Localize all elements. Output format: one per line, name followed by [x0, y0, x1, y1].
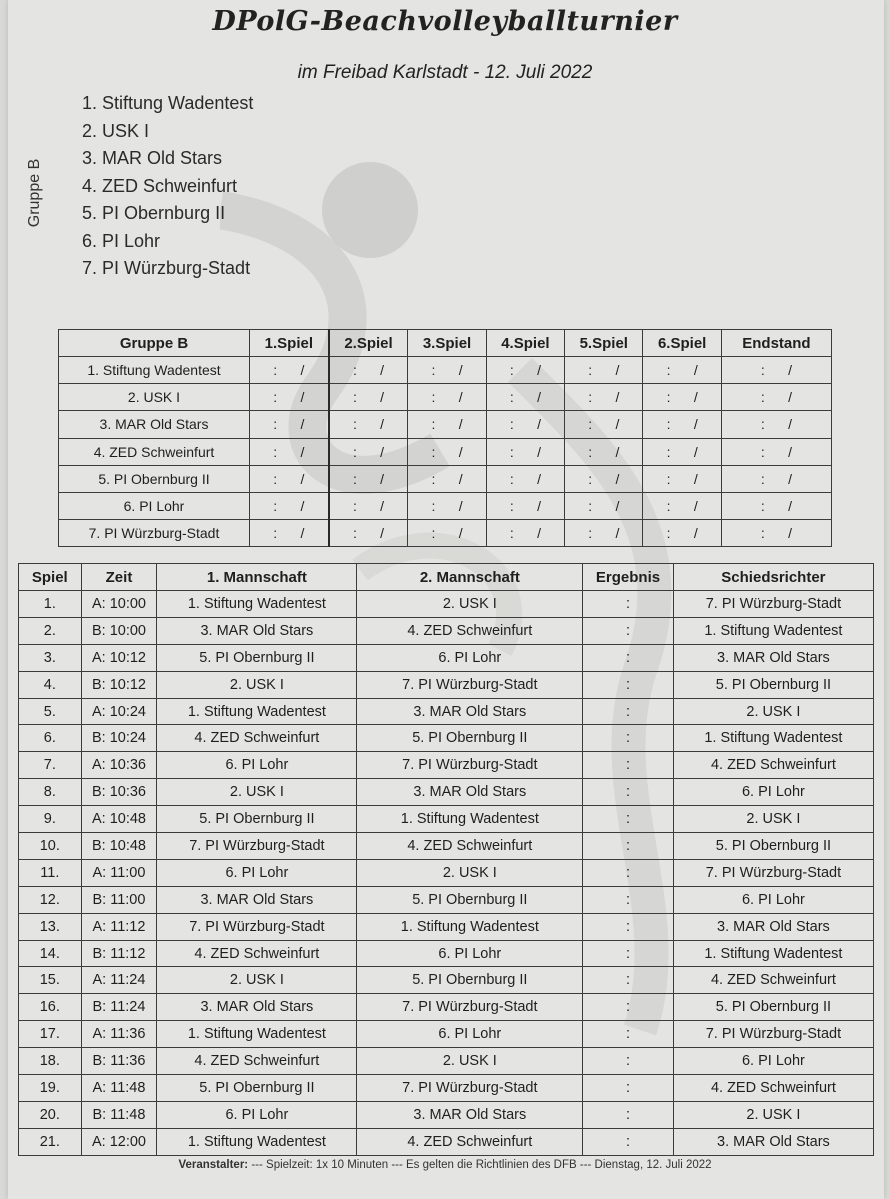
match-time: B: 11:00	[81, 886, 157, 913]
group-header-team: Gruppe B	[59, 330, 250, 357]
score-cell[interactable]: : /	[408, 520, 486, 547]
page-subtitle: im Freibad Karlstadt - 12. Juli 2022	[297, 62, 593, 83]
match-result-cell[interactable]: :	[583, 913, 674, 940]
group-header-col: Endstand	[721, 330, 831, 357]
group-table-row	[59, 520, 832, 547]
group-header-col: 2.Spiel	[329, 330, 408, 357]
match-number: 5.	[19, 698, 82, 725]
table-row	[19, 779, 874, 806]
group-row-team: 2. USK I	[59, 384, 250, 411]
match-referee: 6. PI Lohr	[673, 779, 873, 806]
match-result-cell[interactable]: :	[583, 779, 674, 806]
match-number: 8.	[19, 779, 82, 806]
match-team-2: 3. MAR Old Stars	[357, 698, 583, 725]
header-team-1: 1. Mannschaft	[157, 564, 357, 591]
score-cell[interactable]: : /	[721, 492, 831, 519]
match-result-cell[interactable]: :	[583, 886, 674, 913]
table-row	[19, 591, 874, 618]
match-time: B: 11:48	[81, 1101, 157, 1128]
footer-label: Veranstalter:	[178, 1159, 249, 1171]
match-referee: 4. ZED Schweinfurt	[673, 752, 873, 779]
match-team-2: 1. Stiftung Wadentest	[357, 806, 583, 833]
table-row	[19, 1075, 874, 1102]
group-header-col: 6.Spiel	[643, 330, 721, 357]
match-number: 7.	[19, 752, 82, 779]
team-list-item: 2. USK I	[82, 120, 150, 141]
score-cell[interactable]: : /	[329, 384, 408, 411]
score-cell[interactable]: : /	[486, 411, 564, 438]
match-time: A: 10:48	[81, 806, 157, 833]
match-team-2: 2. USK I	[357, 591, 583, 618]
match-team-1: 3. MAR Old Stars	[157, 617, 357, 644]
score-cell[interactable]: : /	[329, 411, 408, 438]
group-table-row	[59, 384, 832, 411]
header-zeit: Zeit	[81, 564, 157, 591]
match-number: 15.	[19, 967, 82, 994]
table-row	[19, 698, 874, 725]
match-team-1: 5. PI Obernburg II	[157, 1075, 357, 1102]
match-team-2: 6. PI Lohr	[357, 1021, 583, 1048]
group-header-col: 4.Spiel	[486, 330, 564, 357]
score-cell[interactable]: : /	[250, 520, 329, 547]
match-team-2: 2. USK I	[357, 1048, 583, 1075]
match-referee: 7. PI Würzburg-Stadt	[673, 591, 873, 618]
score-cell[interactable]: : /	[329, 357, 408, 384]
match-result-cell[interactable]: :	[583, 833, 674, 860]
match-referee: 4. ZED Schweinfurt	[673, 967, 873, 994]
match-team-1: 3. MAR Old Stars	[157, 886, 357, 913]
match-result-cell[interactable]: :	[583, 1021, 674, 1048]
score-cell[interactable]: : /	[408, 438, 486, 465]
score-cell[interactable]: : /	[486, 465, 564, 492]
match-result-cell[interactable]: :	[583, 644, 674, 671]
match-time: B: 10:12	[81, 671, 157, 698]
score-cell[interactable]: : /	[486, 520, 564, 547]
footer	[0, 1159, 890, 1171]
group-standings-table	[58, 329, 832, 547]
table-row	[19, 994, 874, 1021]
score-cell[interactable]: : /	[643, 465, 721, 492]
match-number: 16.	[19, 994, 82, 1021]
score-cell[interactable]: : /	[250, 357, 329, 384]
match-number: 3.	[19, 644, 82, 671]
match-team-1: 7. PI Würzburg-Stadt	[157, 833, 357, 860]
table-row	[19, 886, 874, 913]
score-cell[interactable]: : /	[565, 492, 643, 519]
match-team-2: 3. MAR Old Stars	[357, 1101, 583, 1128]
match-team-2: 6. PI Lohr	[357, 644, 583, 671]
match-team-2: 4. ZED Schweinfurt	[357, 1128, 583, 1155]
match-time: B: 11:12	[81, 940, 157, 967]
score-cell[interactable]: : /	[329, 492, 408, 519]
header-team-2: 2. Mannschaft	[357, 564, 583, 591]
match-team-2: 7. PI Würzburg-Stadt	[357, 671, 583, 698]
score-cell[interactable]: : /	[250, 411, 329, 438]
score-cell[interactable]: : /	[721, 384, 831, 411]
match-result-cell[interactable]: :	[583, 859, 674, 886]
team-list-item: 6. PI Lohr	[82, 230, 161, 251]
match-result-cell[interactable]: :	[583, 994, 674, 1021]
header-ergebnis: Ergebnis	[583, 564, 674, 591]
score-cell[interactable]: : /	[565, 384, 643, 411]
match-time: A: 10:12	[81, 644, 157, 671]
score-cell[interactable]: : /	[643, 384, 721, 411]
match-referee: 1. Stiftung Wadentest	[673, 725, 873, 752]
match-result-cell[interactable]: :	[583, 806, 674, 833]
score-cell[interactable]: : /	[250, 492, 329, 519]
group-row-team: 4. ZED Schweinfurt	[59, 438, 250, 465]
match-result-cell[interactable]: :	[583, 1075, 674, 1102]
score-cell[interactable]: : /	[643, 492, 721, 519]
score-cell[interactable]: : /	[565, 357, 643, 384]
footer-text: --- Spielzeit: 1x 10 Minuten --- Es gelten die Richtlinien des DFB --- Dienstag, 12. Juli 2022	[251, 1159, 712, 1171]
match-result-cell[interactable]: :	[583, 671, 674, 698]
table-row	[19, 940, 874, 967]
group-header-col: 3.Spiel	[408, 330, 486, 357]
table-row	[19, 1021, 874, 1048]
match-team-2: 7. PI Würzburg-Stadt	[357, 994, 583, 1021]
match-team-2: 2. USK I	[357, 859, 583, 886]
match-time: A: 11:24	[81, 967, 157, 994]
match-team-2: 1. Stiftung Wadentest	[357, 913, 583, 940]
score-cell[interactable]: : /	[565, 438, 643, 465]
group-table-row	[59, 492, 832, 519]
table-row	[19, 1048, 874, 1075]
team-list-item: 4. ZED Schweinfurt	[82, 175, 238, 196]
match-referee: 7. PI Würzburg-Stadt	[673, 859, 873, 886]
score-cell[interactable]: : /	[408, 384, 486, 411]
match-number: 4.	[19, 671, 82, 698]
match-time: A: 11:00	[81, 859, 157, 886]
match-number: 1.	[19, 591, 82, 618]
table-row	[19, 725, 874, 752]
score-cell[interactable]: : /	[408, 411, 486, 438]
match-team-1: 4. ZED Schweinfurt	[157, 940, 357, 967]
match-time: A: 10:00	[81, 591, 157, 618]
header-spiel: Spiel	[19, 564, 82, 591]
score-cell[interactable]: : /	[250, 465, 329, 492]
match-time: B: 10:00	[81, 617, 157, 644]
page-title: DPolG-Beachvolleyballturnier	[212, 6, 678, 37]
score-cell[interactable]: : /	[721, 465, 831, 492]
table-row	[19, 913, 874, 940]
score-cell[interactable]: : /	[486, 357, 564, 384]
score-cell[interactable]: : /	[408, 492, 486, 519]
group-table-row	[59, 357, 832, 384]
score-cell[interactable]: : /	[565, 411, 643, 438]
match-referee: 4. ZED Schweinfurt	[673, 1075, 873, 1102]
table-row	[19, 617, 874, 644]
table-row	[19, 1128, 874, 1155]
match-referee: 7. PI Würzburg-Stadt	[673, 1021, 873, 1048]
score-cell[interactable]: : /	[643, 438, 721, 465]
match-team-1: 4. ZED Schweinfurt	[157, 1048, 357, 1075]
match-result-cell[interactable]: :	[583, 967, 674, 994]
match-referee: 3. MAR Old Stars	[673, 913, 873, 940]
match-referee: 5. PI Obernburg II	[673, 994, 873, 1021]
score-cell[interactable]: : /	[721, 357, 831, 384]
match-referee: 1. Stiftung Wadentest	[673, 617, 873, 644]
group-row-team: 5. PI Obernburg II	[59, 465, 250, 492]
match-team-2: 6. PI Lohr	[357, 940, 583, 967]
match-referee: 6. PI Lohr	[673, 886, 873, 913]
match-referee: 2. USK I	[673, 806, 873, 833]
match-team-2: 4. ZED Schweinfurt	[357, 833, 583, 860]
match-result-cell[interactable]: :	[583, 591, 674, 618]
score-cell[interactable]: : /	[643, 357, 721, 384]
match-team-1: 6. PI Lohr	[157, 859, 357, 886]
match-team-1: 4. ZED Schweinfurt	[157, 725, 357, 752]
match-number: 19.	[19, 1075, 82, 1102]
score-cell[interactable]: : /	[721, 438, 831, 465]
match-team-1: 5. PI Obernburg II	[157, 806, 357, 833]
match-team-2: 3. MAR Old Stars	[357, 779, 583, 806]
match-result-cell[interactable]: :	[583, 1128, 674, 1155]
score-cell[interactable]: : /	[408, 465, 486, 492]
match-referee: 3. MAR Old Stars	[673, 644, 873, 671]
team-list-item: 5. PI Obernburg II	[82, 203, 226, 223]
score-cell[interactable]: : /	[329, 520, 408, 547]
match-number: 17.	[19, 1021, 82, 1048]
header-schiedsrichter: Schiedsrichter	[673, 564, 873, 591]
match-result-cell[interactable]: :	[583, 752, 674, 779]
score-cell[interactable]: : /	[643, 411, 721, 438]
match-referee: 2. USK I	[673, 698, 873, 725]
match-number: 21.	[19, 1128, 82, 1155]
score-cell[interactable]: : /	[408, 357, 486, 384]
match-referee: 6. PI Lohr	[673, 1048, 873, 1075]
table-row	[19, 806, 874, 833]
score-cell[interactable]: : /	[250, 384, 329, 411]
score-cell[interactable]: : /	[486, 492, 564, 519]
group-side-label	[22, 148, 48, 238]
team-list-item: 7. PI Würzburg-Stadt	[82, 258, 251, 278]
match-result-cell[interactable]: :	[583, 1101, 674, 1128]
score-cell[interactable]: : /	[329, 438, 408, 465]
match-team-2: 5. PI Obernburg II	[357, 967, 583, 994]
score-cell[interactable]: : /	[250, 438, 329, 465]
match-referee: 3. MAR Old Stars	[673, 1128, 873, 1155]
match-number: 12.	[19, 886, 82, 913]
match-team-1: 6. PI Lohr	[157, 752, 357, 779]
match-referee: 5. PI Obernburg II	[673, 833, 873, 860]
match-team-1: 3. MAR Old Stars	[157, 994, 357, 1021]
match-referee: 2. USK I	[673, 1101, 873, 1128]
score-cell[interactable]: : /	[486, 438, 564, 465]
match-number: 6.	[19, 725, 82, 752]
table-row	[19, 752, 874, 779]
match-team-1: 7. PI Würzburg-Stadt	[157, 913, 357, 940]
group-row-team: 3. MAR Old Stars	[59, 411, 250, 438]
match-number: 2.	[19, 617, 82, 644]
table-row	[19, 859, 874, 886]
match-referee: 5. PI Obernburg II	[673, 671, 873, 698]
table-row	[19, 967, 874, 994]
match-team-1: 1. Stiftung Wadentest	[157, 1021, 357, 1048]
team-list	[82, 90, 253, 283]
match-team-1: 2. USK I	[157, 671, 357, 698]
match-number: 20.	[19, 1101, 82, 1128]
score-cell[interactable]: : /	[565, 520, 643, 547]
match-schedule-table	[18, 563, 874, 1156]
group-row-team: 6. PI Lohr	[59, 492, 250, 519]
group-table-row	[59, 411, 832, 438]
match-time: B: 11:24	[81, 994, 157, 1021]
score-cell[interactable]: : /	[721, 411, 831, 438]
match-team-2: 7. PI Würzburg-Stadt	[357, 1075, 583, 1102]
match-table-header-row	[19, 564, 874, 591]
group-row-team: 1. Stiftung Wadentest	[59, 357, 250, 384]
match-time: A: 11:48	[81, 1075, 157, 1102]
match-team-1: 5. PI Obernburg II	[157, 644, 357, 671]
team-list-item: 1. Stiftung Wadentest	[82, 93, 254, 113]
score-cell[interactable]: : /	[721, 520, 831, 547]
match-time: A: 12:00	[81, 1128, 157, 1155]
match-time: A: 10:24	[81, 698, 157, 725]
match-time: B: 11:36	[81, 1048, 157, 1075]
group-table-row	[59, 465, 832, 492]
match-team-2: 7. PI Würzburg-Stadt	[357, 752, 583, 779]
match-number: 10.	[19, 833, 82, 860]
match-team-2: 4. ZED Schweinfurt	[357, 617, 583, 644]
match-team-1: 1. Stiftung Wadentest	[157, 1128, 357, 1155]
match-team-1: 2. USK I	[157, 967, 357, 994]
match-time: A: 11:36	[81, 1021, 157, 1048]
table-row	[19, 644, 874, 671]
match-number: 11.	[19, 859, 82, 886]
match-time: B: 10:36	[81, 779, 157, 806]
table-row	[19, 671, 874, 698]
match-team-1: 2. USK I	[157, 779, 357, 806]
table-row	[19, 1101, 874, 1128]
match-team-1: 6. PI Lohr	[157, 1101, 357, 1128]
score-cell[interactable]: : /	[565, 465, 643, 492]
match-number: 9.	[19, 806, 82, 833]
match-time: A: 10:36	[81, 752, 157, 779]
group-header-col: 1.Spiel	[250, 330, 329, 357]
match-time: B: 10:48	[81, 833, 157, 860]
match-time: B: 10:24	[81, 725, 157, 752]
group-label-text: Gruppe B	[26, 158, 44, 228]
match-time: A: 11:12	[81, 913, 157, 940]
team-list-item: 3. MAR Old Stars	[82, 148, 223, 168]
match-result-cell[interactable]: :	[583, 725, 674, 752]
group-table-row	[59, 438, 832, 465]
match-result-cell[interactable]: :	[583, 698, 674, 725]
match-number: 13.	[19, 913, 82, 940]
match-result-cell[interactable]: :	[583, 1048, 674, 1075]
group-header-col: 5.Spiel	[565, 330, 643, 357]
match-number: 14.	[19, 940, 82, 967]
score-cell[interactable]: : /	[486, 384, 564, 411]
group-table-header-row	[59, 330, 832, 357]
match-team-2: 5. PI Obernburg II	[357, 886, 583, 913]
match-referee: 1. Stiftung Wadentest	[673, 940, 873, 967]
table-row	[19, 833, 874, 860]
match-team-1: 1. Stiftung Wadentest	[157, 591, 357, 618]
match-result-cell[interactable]: :	[583, 940, 674, 967]
match-team-1: 1. Stiftung Wadentest	[157, 698, 357, 725]
group-row-team: 7. PI Würzburg-Stadt	[59, 520, 250, 547]
score-cell[interactable]: : /	[643, 520, 721, 547]
match-team-2: 5. PI Obernburg II	[357, 725, 583, 752]
match-result-cell[interactable]: :	[583, 617, 674, 644]
score-cell[interactable]: : /	[329, 465, 408, 492]
match-number: 18.	[19, 1048, 82, 1075]
